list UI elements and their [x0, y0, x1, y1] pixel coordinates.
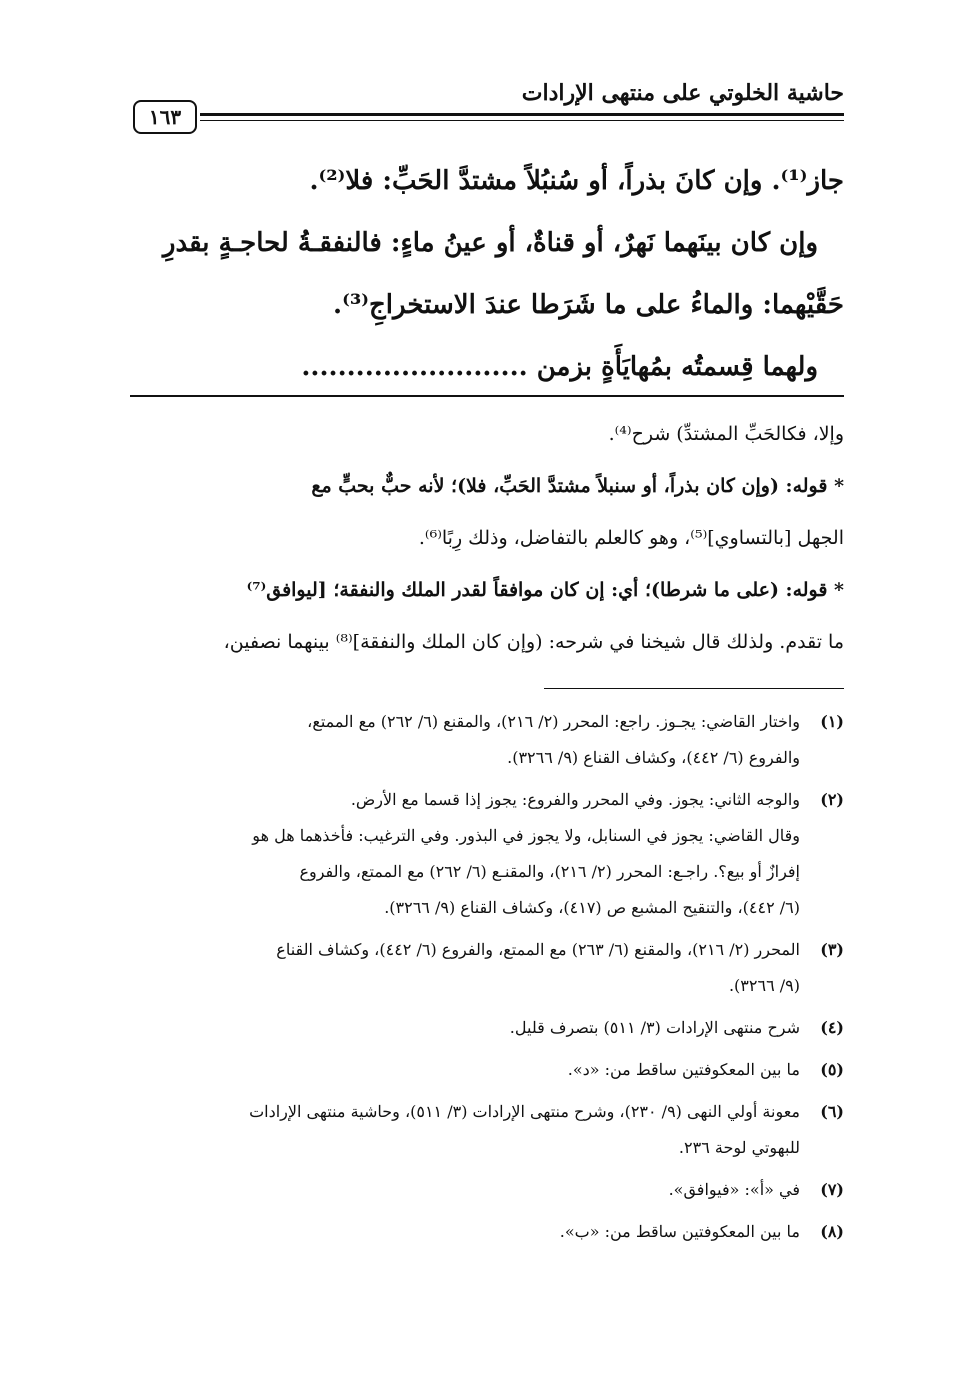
main-text — [130, 150, 844, 398]
commentary-line: * قوله: (على ما شرطا)؛ أي: إن كان موافقاً لقدر الملك والنفقة؛ [ليوافق⁽⁷⁾ — [246, 579, 844, 601]
footnote-number: (٤) — [820, 1018, 844, 1037]
footnote — [130, 1172, 844, 1208]
footnote-number: (٦) — [820, 1102, 844, 1121]
footnote — [130, 1094, 844, 1166]
matn-line-with-dots — [130, 336, 844, 398]
separator-rule — [130, 395, 844, 397]
header-rule — [200, 113, 844, 116]
footnote-number: (٣) — [820, 940, 844, 959]
footnote-line: ما بين المعكوفتين ساقط من: «د». — [567, 1060, 800, 1079]
matn-line: جاز⁽¹⁾. وإن كانَ بذراً، أو سُنبُلاً مشتدَّ الحَبِّ: فلا⁽²⁾. — [309, 166, 844, 196]
footnote-line: والفروع (٦/ ٤٤٢)، وكشاف القناع (٩/ ٣٢٦٦). — [507, 748, 800, 767]
commentary-text — [130, 408, 844, 668]
commentary-line: وإلا، فكالحَبِّ المشتدِّ) شرح⁽⁴⁾. — [608, 423, 844, 445]
footnote-line: ما بين المعكوفتين ساقط من: «ب». — [559, 1222, 800, 1241]
footnote-line: وقال القاضي: يجوز في السنابل، ولا يجوز في البذور. وفي الترغيب: فأخذهما هل هو — [252, 826, 800, 845]
footnote-number: (١) — [820, 712, 844, 731]
ellipsis-dots: ......................... — [301, 352, 528, 382]
commentary-line: الجهل [بالتساوي]⁽⁵⁾، وهو كالعلم بالتفاضل، وذلك رِبًا⁽⁶⁾. — [418, 527, 844, 549]
footnote-number: (٢) — [820, 790, 844, 809]
footnote-rule — [544, 688, 844, 689]
footnotes — [130, 704, 844, 1256]
footnote-line: واختار القاضي: يجـوز. راجع: المحرر (٢/ ٢١٦)، والمقنع (٦/ ٢٦٢) مع الممتع، — [307, 712, 800, 731]
running-header-title: حاشية الخلوتي على منتهى الإرادات — [521, 80, 844, 106]
footnote-line: المحرر (٢/ ٢١٦)، والمقنع (٦/ ٢٦٣) مع الممتع، والفروع (٦/ ٤٤٢)، وكشاف القناع — [276, 940, 800, 959]
footnote-line: (٩/ ٣٢٦٦). — [728, 976, 800, 995]
footnote-line: شرح منتهى الإرادات (٣/ ٥١١) بتصرف قليل. — [509, 1018, 800, 1037]
page-number-badge: ١٦٣ — [133, 100, 197, 134]
footnote — [130, 932, 844, 1004]
footnote — [130, 1214, 844, 1250]
footnote-line: إفرازٌ أو بيع؟. راجـع: المحرر (٢/ ٢١٦)، والمقنـع (٦/ ٢٦٢) مع الممتع، والفروع — [299, 862, 800, 881]
footnote-line: للبهوتي لوحة ٢٣٦. — [678, 1138, 800, 1157]
footnote-number: (٥) — [820, 1060, 844, 1079]
matn-line-text: ولهما قِسمتُه بمُهايَأَةٍ بزمن — [536, 352, 818, 382]
commentary-line: * قوله: (وإن كان بذراً، أو سنبلاً مشتدَّ الحَبِّ، فلا)؛ لأنه حبٌّ بحبٍّ مع — [311, 475, 844, 497]
footnote-line: معونة أولي النهى (٩/ ٢٣٠)، وشرح منتهى الإرادات (٣/ ٥١١)، وحاشية منتهى الإرادات — [249, 1102, 800, 1121]
footnote-line: والوجه الثاني: يجوز. وفي المحرر والفروع: يجوز إذا قسما مع الأرض. — [350, 790, 800, 809]
header-rule-thin — [200, 120, 844, 121]
commentary-line: ما تقدم. ولذلك قال شيخنا في شرحه: (وإن كان الملك والنفقة]⁽⁸⁾ بينهما نصفين، — [223, 631, 844, 653]
footnote — [130, 782, 844, 926]
footnote — [130, 704, 844, 776]
footnote — [130, 1052, 844, 1088]
matn-line: حَقَّيْهما: والماءُ على ما شَرَطا عندَ الاستخراجِ⁽³⁾. — [333, 290, 844, 320]
matn-line: وإن كان بينَهما نَهرٌ، أو قناةٌ، أو عينُ ماءٍ: فالنفقـةُ لحاجـةٍ بقدرِ — [162, 228, 818, 258]
footnote-line: في «أ»: «فيوافق». — [668, 1180, 800, 1199]
footnote-number: (٧) — [820, 1180, 844, 1199]
footnote-line: (٦/ ٤٤٢)، والتنقيح المشبع ص (٤١٧)، وكشاف القناع (٩/ ٣٢٦٦). — [384, 898, 800, 917]
footnote — [130, 1010, 844, 1046]
footnote-number: (٨) — [820, 1222, 844, 1241]
